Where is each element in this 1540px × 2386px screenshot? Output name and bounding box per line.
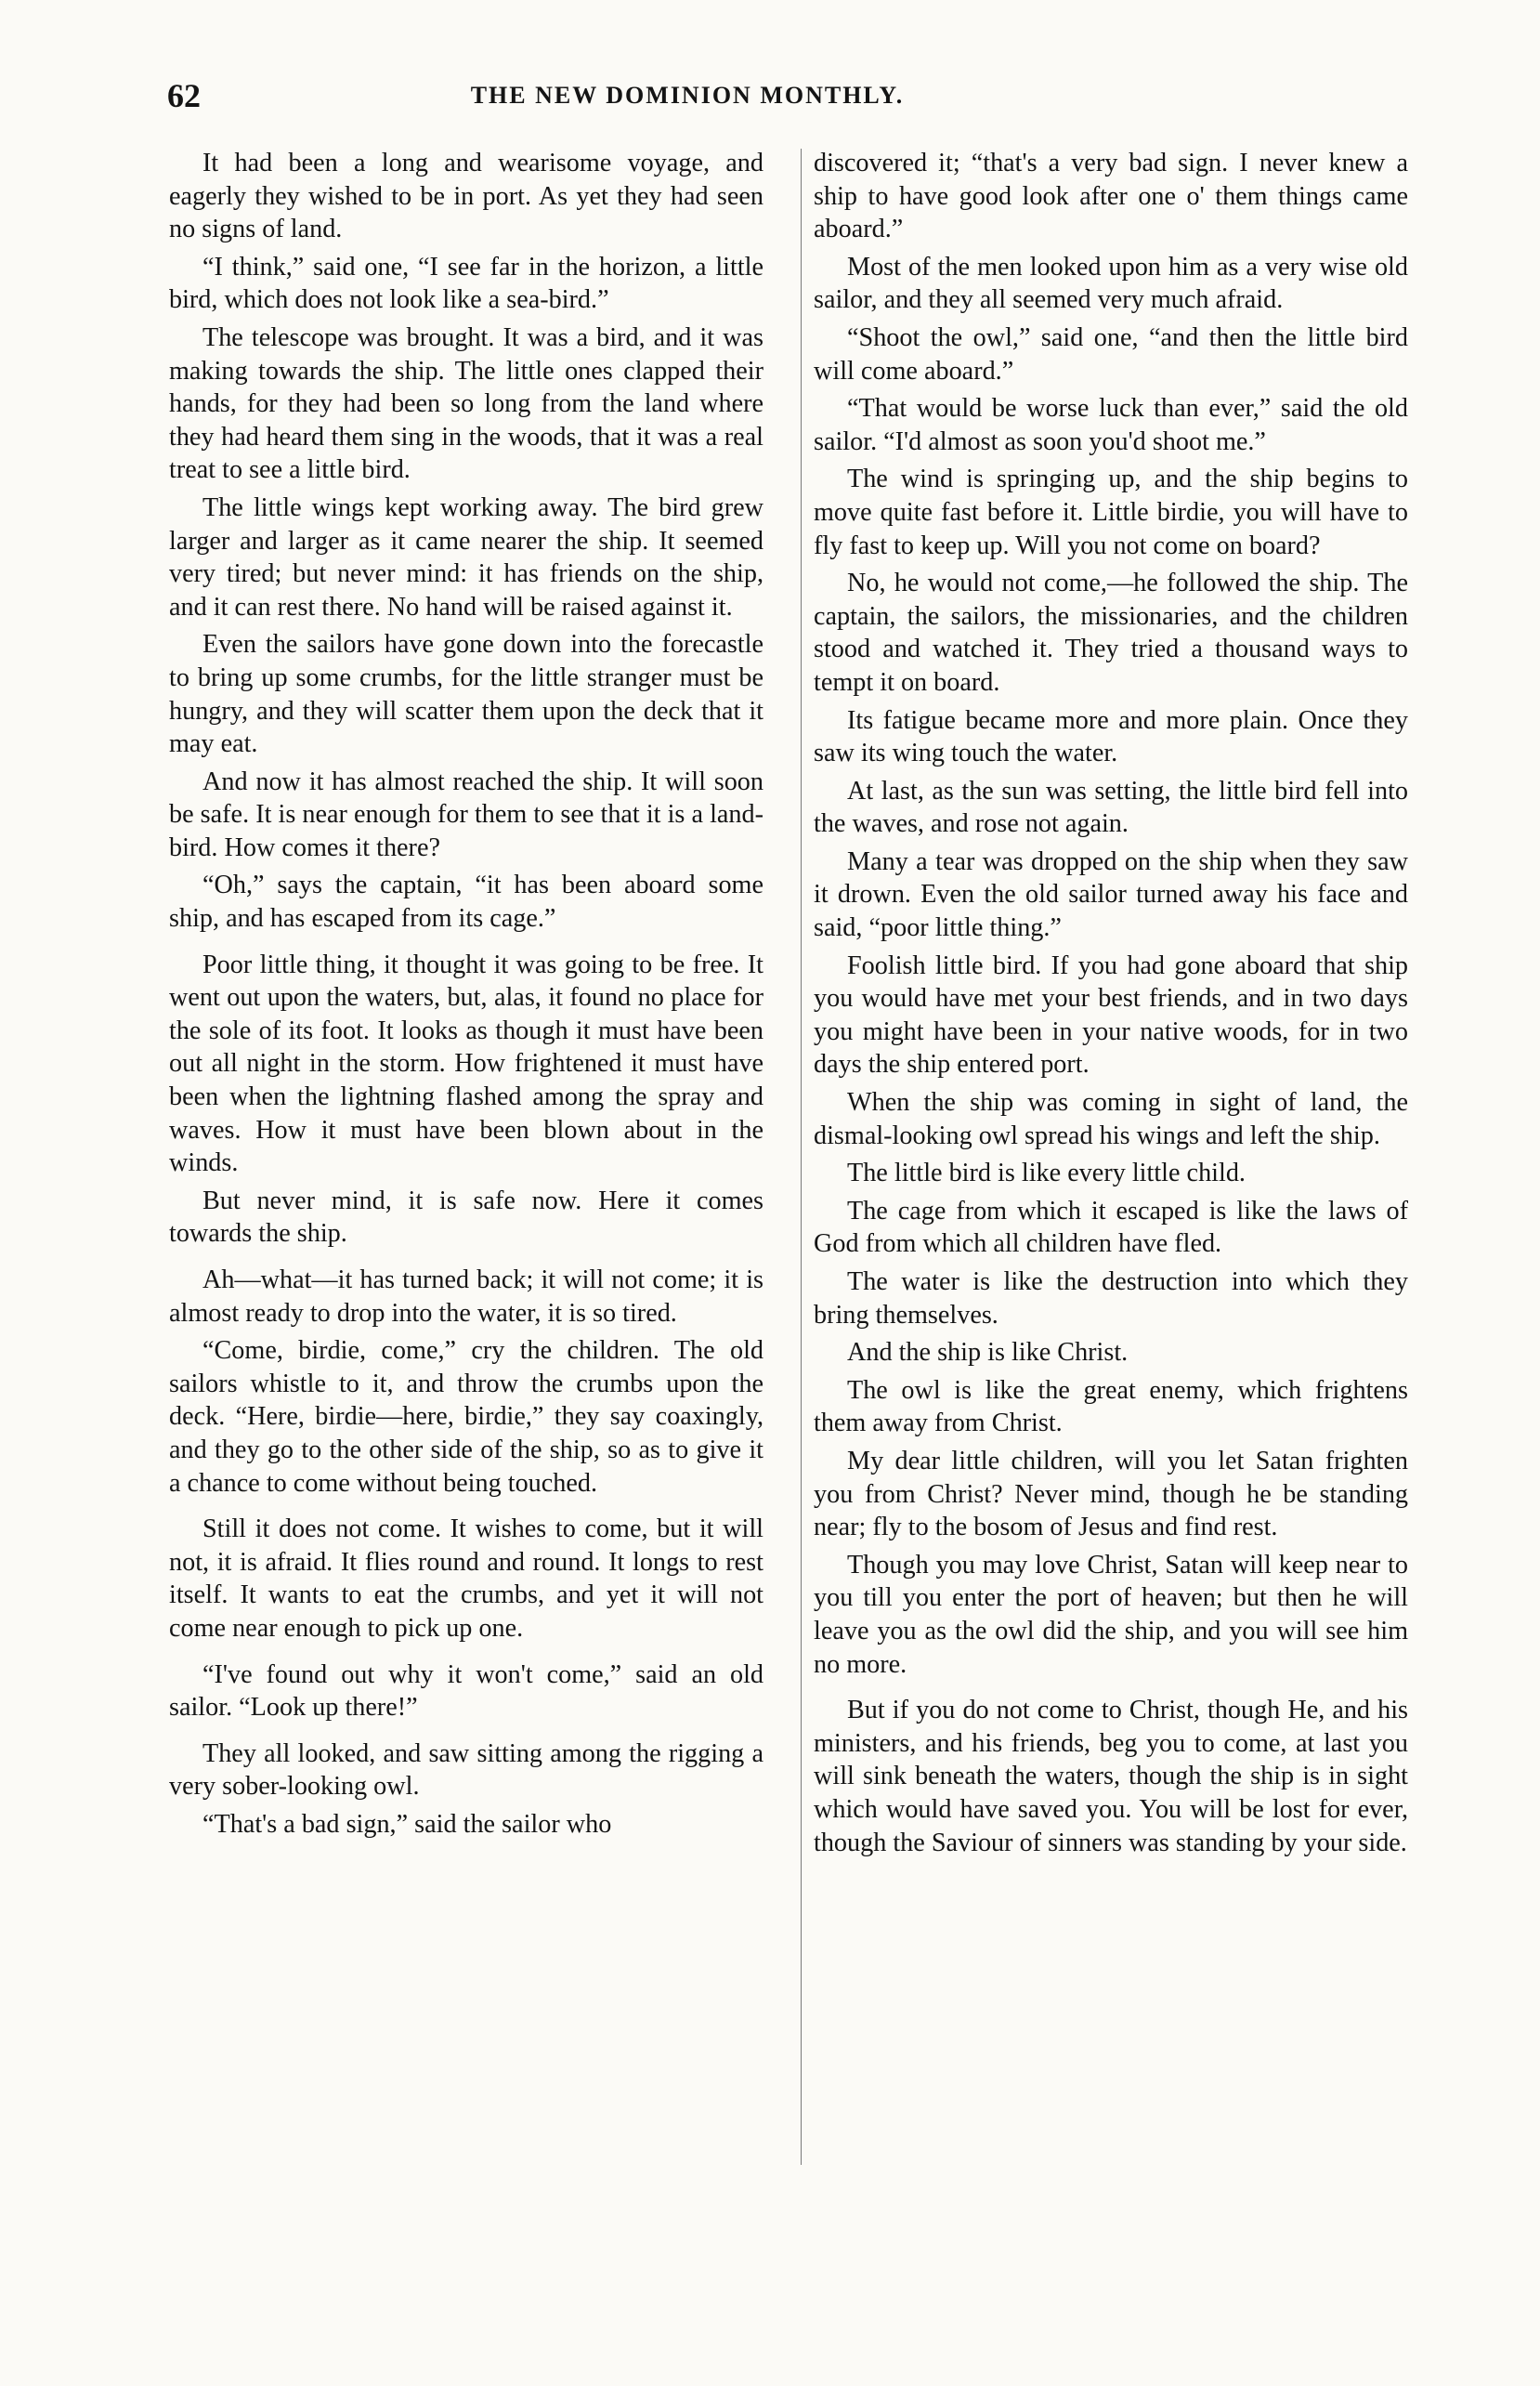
paragraph: The water is like the destruction into which they bring themselves. bbox=[814, 1267, 1408, 1330]
column-divider bbox=[801, 149, 802, 2165]
paragraph: The little bird is like every little child. bbox=[847, 1159, 1246, 1188]
right-column bbox=[814, 147, 1408, 1864]
paragraph: “That would be worse luck than ever,” said the old sailor. “I'd almost as soon you'd shoot me.” bbox=[814, 394, 1408, 456]
paragraph: discovered it; “that's a very bad sign. I never knew a ship to have good look after one o' them things came aboard.” bbox=[814, 149, 1408, 244]
left-column bbox=[169, 147, 763, 1846]
paragraph: “I think,” said one, “I see far in the horizon, a little bird, which does not look like a sea-bird.” bbox=[169, 252, 763, 315]
paragraph: At last, as the sun was setting, the little bird fell into the waves, and rose not again. bbox=[814, 776, 1408, 839]
paragraph: Most of the men looked upon him as a very wise old sailor, and they all seemed very much afraid. bbox=[814, 252, 1408, 315]
paragraph: They all looked, and saw sitting among the rigging a very sober-looking owl. bbox=[169, 1738, 763, 1802]
paragraph: “Shoot the owl,” said one, “and then the little bird will come aboard.” bbox=[814, 322, 1408, 386]
paragraph: And the ship is like Christ. bbox=[847, 1338, 1129, 1368]
paragraph: The wind is springing up, and the ship begins to move quite fast before it. Little birdie, you will have to fly fast to keep up. Will you not come on board? bbox=[814, 465, 1408, 560]
paragraph: When the ship was coming in sight of land, the dismal-looking owl spread his wings and left the ship. bbox=[814, 1088, 1408, 1150]
page-header bbox=[158, 76, 1077, 123]
paragraph: No, he would not come,—he followed the ship. The captain, the sailors, the missionaries, and the children stood and watched it. They tried a thousand ways to tempt it on board. bbox=[814, 569, 1408, 697]
paragraph: Poor little thing, it thought it was going to be free. It went out upon the waters, but, alas, it found no place for the sole of its foot. It looks as though it must have been out all night in the storm. How frightened it must have been when the lightning flashed among the spray and waves. How it must have been blown about in the winds. bbox=[169, 950, 763, 1178]
paragraph: The owl is like the great enemy, which frightens them away from Christ. bbox=[814, 1375, 1408, 1438]
paragraph: But never mind, it is safe now. Here it comes towards the ship. bbox=[169, 1186, 763, 1249]
paragraph: But if you do not come to Christ, though He, and his ministers, and his friends, beg you to come, at last you will sink beneath the waters, though the ship is in sight which would have saved you. You will be lost for ever, though the Saviour of sinners was standing by your side. bbox=[814, 1696, 1408, 1857]
paragraph: “I've found out why it won't come,” said an old sailor. “Look up there!” bbox=[169, 1659, 763, 1723]
paragraph: Ah—what—it has turned back; it will not come; it is almost ready to drop into the water, it is so tired. bbox=[169, 1265, 763, 1328]
paragraph: The telescope was brought. It was a bird, and it was making towards the ship. The little ones clapped their hands, for they had been so long from the land where they had heard them sing in the woods, that it was a real treat to see a little bird. bbox=[169, 322, 763, 485]
paragraph: Many a tear was dropped on the ship when they saw it drown. Even the old sailor turned away his face and said, “poor little thing.” bbox=[814, 846, 1408, 943]
paragraph: It had been a long and wearisome voyage, and eagerly they wished to be in port. As yet they had seen no signs of land. bbox=[169, 149, 763, 244]
paragraph: “Oh,” says the captain, “it has been aboard some ship, and has escaped from its cage.” bbox=[169, 871, 763, 934]
paragraph: And now it has almost reached the ship. It will soon be safe. It is near enough for them to see that it is a land-bird. How comes it there? bbox=[169, 767, 763, 862]
paragraph: Even the sailors have gone down into the forecastle to bring up some crumbs, for the little stranger must be hungry, and they will scatter them upon the deck that it may eat. bbox=[169, 630, 763, 759]
paragraph: The little wings kept working away. The bird grew larger and larger as it came nearer the ship. It seemed very tired; but never mind: it has friends on the ship, and it can rest there. No hand will be raised against it. bbox=[169, 492, 763, 622]
paragraph: Foolish little bird. If you had gone aboard that ship you would have met your best friends, and in two days you might have been in your native woods, for in two days the ship entered port. bbox=[814, 950, 1408, 1080]
paragraph: “Come, birdie, come,” cry the children. The old sailors whistle to it, and throw the crumbs upon the deck. “Here, birdie—here, birdie,” they say coaxingly, and they go to the other side of the ship, so as to give it a chance to come without being touched. bbox=[169, 1336, 763, 1498]
paragraph: “That's a bad sign,” said the sailor who bbox=[202, 1809, 612, 1839]
page-number: 62 bbox=[167, 77, 201, 114]
paragraph: My dear little children, will you let Satan frighten you from Christ? Never mind, though he be standing near; fly to the bosom of Jesus and find rest. bbox=[814, 1446, 1408, 1542]
paragraph: The cage from which it escaped is like the laws of God from which all children have fled. bbox=[814, 1196, 1408, 1259]
running-title: THE NEW DOMINION MONTHLY. bbox=[470, 82, 905, 109]
paragraph: Still it does not come. It wishes to come, but it will not, it is afraid. It flies round and round. It longs to rest itself. It wants to eat the crumbs, and yet it will not come near enough to pick up one. bbox=[169, 1514, 763, 1643]
paragraph: Though you may love Christ, Satan will keep near to you till you enter the port of heaven; but then he will leave you as the owl did the ship, and you will see him no more. bbox=[814, 1550, 1408, 1679]
paragraph: Its fatigue became more and more plain. Once they saw its wing touch the water. bbox=[814, 705, 1408, 768]
